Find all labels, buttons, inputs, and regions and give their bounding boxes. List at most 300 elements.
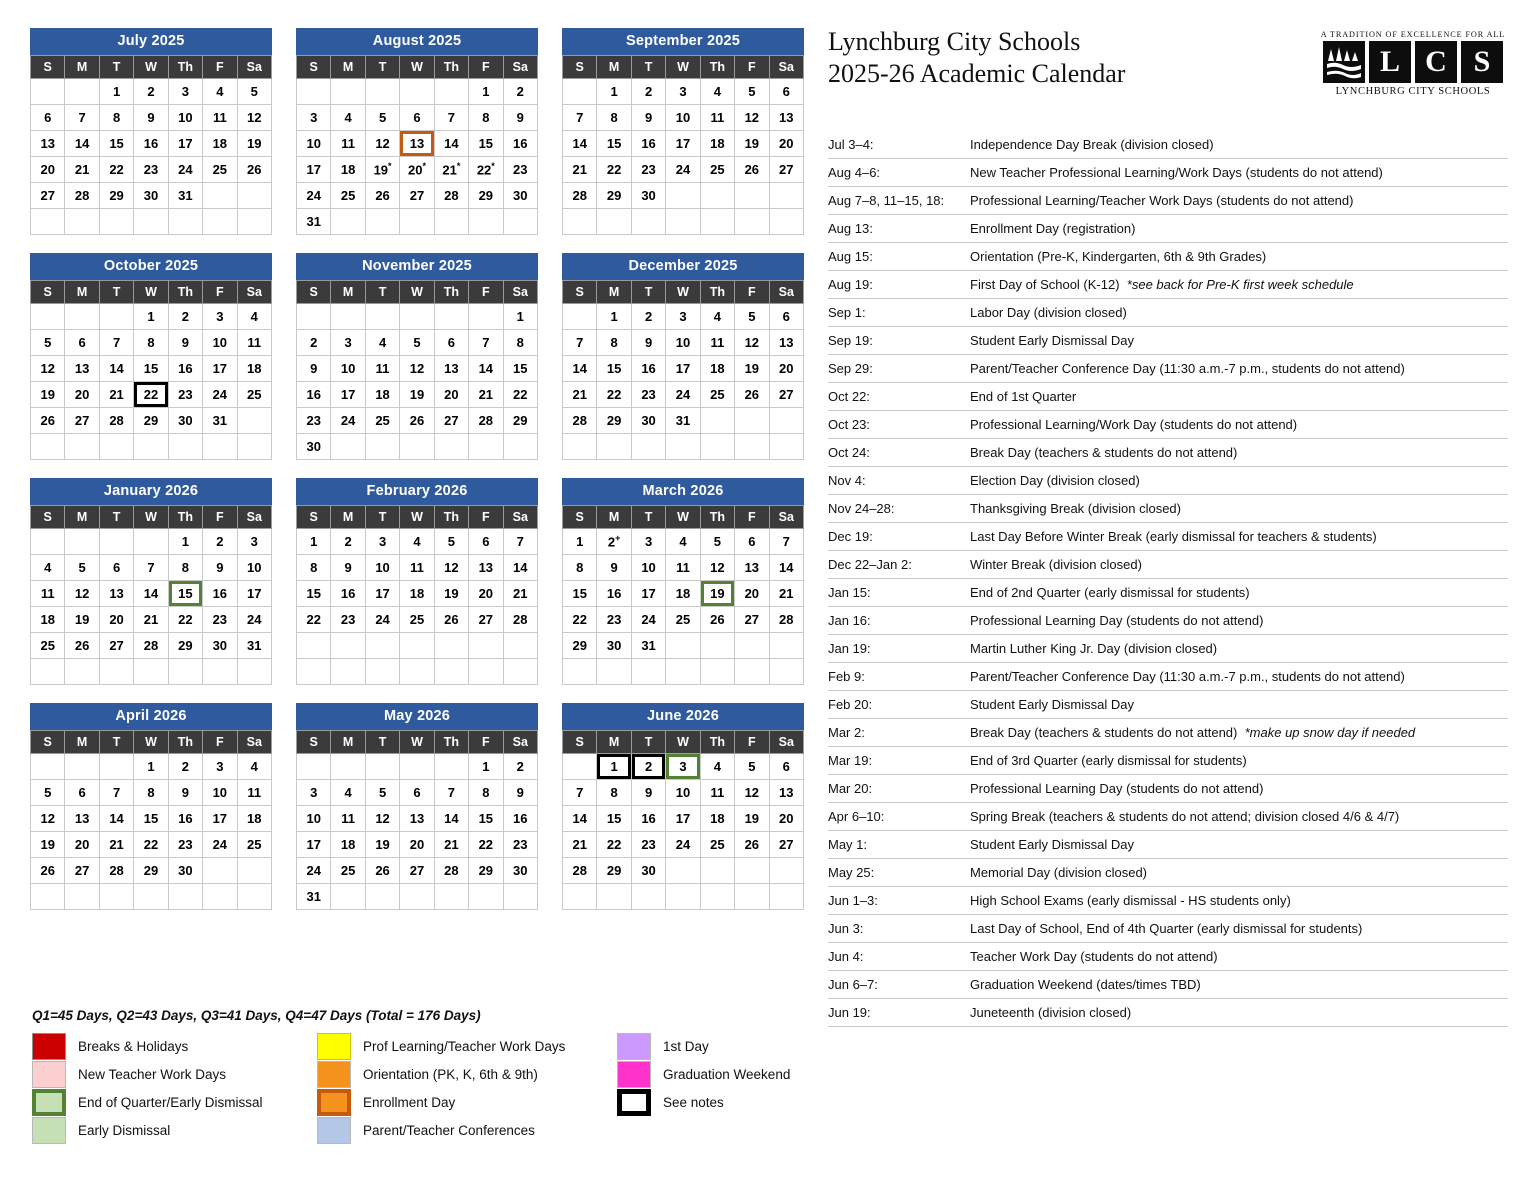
day-cell[interactable]: 15 — [563, 581, 597, 607]
day-cell[interactable]: 18 — [700, 356, 734, 382]
day-cell[interactable]: 30 — [503, 183, 537, 209]
day-cell[interactable]: 12 — [700, 555, 734, 581]
day-cell[interactable]: 12 — [735, 780, 769, 806]
day-cell[interactable]: 22 — [168, 607, 202, 633]
day-cell[interactable]: 7 — [99, 780, 133, 806]
day-cell[interactable]: 21 — [99, 832, 133, 858]
day-cell[interactable]: 23 — [331, 607, 365, 633]
day-cell[interactable]: 4 — [400, 529, 434, 555]
day-cell[interactable]: 13 — [769, 330, 803, 356]
day-cell[interactable] — [469, 157, 503, 183]
day-cell[interactable]: 22 — [99, 157, 133, 183]
day-cell[interactable]: 10 — [297, 806, 331, 832]
day-cell[interactable]: 23 — [503, 832, 537, 858]
day-cell[interactable]: 4 — [700, 304, 734, 330]
day-cell[interactable]: 23 — [503, 157, 537, 183]
day-cell[interactable]: 3 — [203, 754, 237, 780]
day-cell[interactable]: 11 — [666, 555, 700, 581]
day-cell[interactable]: 16 — [631, 131, 665, 157]
day-cell[interactable]: 6 — [769, 79, 803, 105]
day-cell[interactable]: 11 — [700, 105, 734, 131]
day-cell[interactable]: 15 — [297, 581, 331, 607]
day-cell[interactable]: 31 — [297, 209, 331, 235]
day-cell[interactable]: 15 — [469, 131, 503, 157]
day-cell[interactable]: 5 — [735, 304, 769, 330]
day-cell[interactable]: 26 — [31, 858, 65, 884]
day-cell[interactable]: 13 — [65, 356, 99, 382]
day-cell[interactable]: 17 — [666, 806, 700, 832]
day-cell[interactable]: 6 — [99, 555, 133, 581]
day-cell[interactable]: 24 — [237, 607, 271, 633]
day-cell[interactable]: 18 — [666, 581, 700, 607]
day-cell[interactable]: 3 — [237, 529, 271, 555]
day-cell[interactable]: 26 — [434, 607, 468, 633]
day-cell[interactable]: 4 — [700, 754, 734, 780]
day-cell[interactable]: 16 — [168, 356, 202, 382]
day-cell[interactable]: 30 — [134, 183, 168, 209]
day-cell[interactable]: 1 — [597, 304, 631, 330]
day-cell[interactable]: 30 — [631, 408, 665, 434]
day-cell[interactable]: 23 — [168, 382, 202, 408]
day-cell[interactable]: 28 — [563, 408, 597, 434]
day-cell[interactable]: 15 — [597, 131, 631, 157]
day-cell[interactable]: 5 — [31, 780, 65, 806]
day-cell[interactable]: 29 — [597, 408, 631, 434]
day-cell[interactable]: 29 — [168, 633, 202, 659]
day-cell[interactable]: 27 — [434, 408, 468, 434]
day-cell[interactable]: 8 — [99, 105, 133, 131]
day-cell[interactable]: 18 — [237, 356, 271, 382]
day-cell[interactable]: 3 — [297, 105, 331, 131]
day-cell[interactable]: 9 — [168, 780, 202, 806]
day-cell[interactable]: 11 — [31, 581, 65, 607]
day-cell[interactable]: 22 — [469, 832, 503, 858]
day-cell[interactable]: 17 — [237, 581, 271, 607]
day-cell[interactable]: 9 — [203, 555, 237, 581]
day-cell[interactable]: 31 — [168, 183, 202, 209]
day-cell[interactable]: 17 — [203, 806, 237, 832]
day-cell[interactable]: 17 — [365, 581, 399, 607]
day-cell[interactable]: 15 — [597, 806, 631, 832]
day-cell[interactable]: 10 — [331, 356, 365, 382]
day-cell[interactable]: 20 — [769, 356, 803, 382]
day-cell[interactable]: 7 — [65, 105, 99, 131]
day-cell[interactable]: 25 — [237, 382, 271, 408]
day-cell[interactable]: 1 — [597, 79, 631, 105]
day-cell[interactable]: 20 — [769, 806, 803, 832]
day-cell[interactable]: 7 — [563, 780, 597, 806]
day-cell[interactable]: 20 — [735, 581, 769, 607]
day-cell[interactable]: 12 — [434, 555, 468, 581]
day-cell[interactable]: 30 — [503, 858, 537, 884]
day-cell[interactable] — [365, 157, 399, 183]
day-cell[interactable]: 7 — [503, 529, 537, 555]
day-cell[interactable]: 20 — [434, 382, 468, 408]
day-cell[interactable]: 17 — [331, 382, 365, 408]
day-cell[interactable]: 8 — [563, 555, 597, 581]
day-cell[interactable]: 6 — [31, 105, 65, 131]
day-cell[interactable]: 19 — [735, 356, 769, 382]
day-cell[interactable]: 18 — [31, 607, 65, 633]
day-cell[interactable]: 6 — [469, 529, 503, 555]
day-cell[interactable]: 26 — [237, 157, 271, 183]
day-cell[interactable]: 22 — [597, 157, 631, 183]
day-cell[interactable]: 25 — [365, 408, 399, 434]
day-cell[interactable]: 31 — [297, 884, 331, 910]
day-cell[interactable]: 18 — [700, 131, 734, 157]
day-cell[interactable]: 4 — [331, 105, 365, 131]
day-cell[interactable]: 18 — [331, 832, 365, 858]
day-cell[interactable]: 23 — [597, 607, 631, 633]
day-cell[interactable]: 23 — [168, 832, 202, 858]
day-cell[interactable]: 5 — [700, 529, 734, 555]
day-cell[interactable]: 24 — [666, 157, 700, 183]
day-cell[interactable]: 6 — [769, 754, 803, 780]
day-cell[interactable]: 3 — [331, 330, 365, 356]
day-cell[interactable]: 14 — [563, 356, 597, 382]
day-cell[interactable]: 7 — [563, 330, 597, 356]
day-cell[interactable]: 16 — [631, 356, 665, 382]
day-cell[interactable]: 26 — [700, 607, 734, 633]
day-cell[interactable]: 28 — [469, 408, 503, 434]
day-cell[interactable]: 31 — [237, 633, 271, 659]
day-cell[interactable]: 28 — [563, 183, 597, 209]
day-cell[interactable]: 10 — [666, 780, 700, 806]
day-cell[interactable]: 10 — [297, 131, 331, 157]
day-cell[interactable]: 7 — [563, 105, 597, 131]
day-cell[interactable]: 1 — [597, 754, 631, 780]
day-cell[interactable]: 18 — [237, 806, 271, 832]
day-cell[interactable]: 25 — [700, 157, 734, 183]
day-cell[interactable]: 30 — [631, 183, 665, 209]
day-cell[interactable]: 9 — [631, 330, 665, 356]
day-cell[interactable]: 11 — [237, 780, 271, 806]
day-cell[interactable]: 11 — [331, 131, 365, 157]
day-cell[interactable]: 15 — [503, 356, 537, 382]
day-cell[interactable]: 28 — [769, 607, 803, 633]
day-cell[interactable]: 4 — [365, 330, 399, 356]
day-cell[interactable]: 25 — [203, 157, 237, 183]
day-cell[interactable]: 10 — [203, 330, 237, 356]
day-cell[interactable]: 14 — [99, 356, 133, 382]
day-cell[interactable]: 8 — [597, 105, 631, 131]
day-cell[interactable]: 29 — [134, 858, 168, 884]
day-cell[interactable]: 10 — [237, 555, 271, 581]
day-cell[interactable]: 30 — [297, 434, 331, 460]
day-cell[interactable]: 5 — [400, 330, 434, 356]
day-cell[interactable]: 27 — [65, 858, 99, 884]
day-cell[interactable]: 22 — [503, 382, 537, 408]
day-cell[interactable]: 25 — [31, 633, 65, 659]
day-cell[interactable]: 29 — [597, 183, 631, 209]
day-cell[interactable]: 19 — [237, 131, 271, 157]
day-cell[interactable]: 7 — [134, 555, 168, 581]
day-cell[interactable]: 9 — [503, 780, 537, 806]
day-cell[interactable]: 5 — [65, 555, 99, 581]
day-cell[interactable]: 15 — [597, 356, 631, 382]
day-cell[interactable]: 12 — [400, 356, 434, 382]
day-cell[interactable]: 20 — [769, 131, 803, 157]
day-cell[interactable]: 12 — [365, 806, 399, 832]
day-cell[interactable]: 6 — [400, 105, 434, 131]
day-cell[interactable]: 22 — [297, 607, 331, 633]
day-cell[interactable]: 1 — [99, 79, 133, 105]
day-cell[interactable]: 8 — [597, 780, 631, 806]
day-cell[interactable]: 12 — [735, 330, 769, 356]
day-cell[interactable]: 21 — [469, 382, 503, 408]
day-cell[interactable]: 13 — [65, 806, 99, 832]
day-cell[interactable]: 5 — [735, 79, 769, 105]
day-cell[interactable]: 27 — [31, 183, 65, 209]
day-cell[interactable]: 19 — [365, 832, 399, 858]
day-cell[interactable]: 23 — [631, 832, 665, 858]
day-cell[interactable]: 8 — [168, 555, 202, 581]
day-cell[interactable]: 13 — [400, 806, 434, 832]
day-cell[interactable]: 22 — [597, 382, 631, 408]
day-cell[interactable]: 29 — [469, 183, 503, 209]
day-cell[interactable]: 16 — [631, 806, 665, 832]
day-cell[interactable]: 15 — [134, 356, 168, 382]
day-cell[interactable]: 26 — [365, 183, 399, 209]
day-cell[interactable]: 28 — [434, 183, 468, 209]
day-cell[interactable]: 17 — [666, 356, 700, 382]
day-cell[interactable]: 26 — [365, 858, 399, 884]
day-cell[interactable]: 11 — [237, 330, 271, 356]
day-cell[interactable]: 27 — [65, 408, 99, 434]
day-cell[interactable]: 24 — [365, 607, 399, 633]
day-cell[interactable]: 21 — [769, 581, 803, 607]
day-cell[interactable]: 1 — [168, 529, 202, 555]
day-cell[interactable]: 28 — [134, 633, 168, 659]
day-cell[interactable]: 19 — [735, 131, 769, 157]
day-cell[interactable]: 6 — [65, 780, 99, 806]
day-cell[interactable]: 30 — [168, 408, 202, 434]
day-cell[interactable]: 17 — [666, 131, 700, 157]
day-cell[interactable]: 13 — [735, 555, 769, 581]
day-cell[interactable]: 14 — [134, 581, 168, 607]
day-cell[interactable]: 29 — [563, 633, 597, 659]
day-cell[interactable]: 6 — [65, 330, 99, 356]
day-cell[interactable]: 21 — [134, 607, 168, 633]
day-cell[interactable]: 21 — [65, 157, 99, 183]
day-cell[interactable]: 2 — [134, 79, 168, 105]
day-cell[interactable]: 13 — [99, 581, 133, 607]
day-cell[interactable]: 14 — [434, 806, 468, 832]
day-cell[interactable]: 25 — [700, 832, 734, 858]
day-cell[interactable]: 13 — [434, 356, 468, 382]
day-cell[interactable]: 9 — [331, 555, 365, 581]
day-cell[interactable]: 22 — [134, 832, 168, 858]
day-cell[interactable]: 26 — [31, 408, 65, 434]
day-cell[interactable]: 3 — [297, 780, 331, 806]
day-cell[interactable]: 22 — [134, 382, 168, 408]
day-cell[interactable]: 7 — [769, 529, 803, 555]
day-cell[interactable]: 13 — [31, 131, 65, 157]
day-cell[interactable]: 24 — [203, 382, 237, 408]
day-cell[interactable]: 30 — [631, 858, 665, 884]
day-cell[interactable]: 4 — [331, 780, 365, 806]
day-cell[interactable]: 26 — [65, 633, 99, 659]
day-cell[interactable]: 18 — [331, 157, 365, 183]
day-cell[interactable]: 3 — [168, 79, 202, 105]
day-cell[interactable]: 16 — [597, 581, 631, 607]
day-cell[interactable]: 1 — [134, 754, 168, 780]
day-cell[interactable]: 2 — [631, 754, 665, 780]
day-cell[interactable]: 13 — [769, 780, 803, 806]
day-cell[interactable]: 29 — [469, 858, 503, 884]
day-cell[interactable]: 11 — [203, 105, 237, 131]
day-cell[interactable]: 11 — [400, 555, 434, 581]
day-cell[interactable]: 2 — [503, 754, 537, 780]
day-cell[interactable]: 16 — [503, 806, 537, 832]
day-cell[interactable]: 25 — [331, 858, 365, 884]
day-cell[interactable]: 11 — [365, 356, 399, 382]
day-cell[interactable]: 27 — [400, 183, 434, 209]
day-cell[interactable]: 1 — [503, 304, 537, 330]
day-cell[interactable]: 24 — [631, 607, 665, 633]
day-cell[interactable]: 4 — [237, 754, 271, 780]
day-cell[interactable]: 28 — [65, 183, 99, 209]
day-cell[interactable]: 12 — [31, 356, 65, 382]
day-cell[interactable]: 18 — [700, 806, 734, 832]
day-cell[interactable]: 29 — [99, 183, 133, 209]
day-cell[interactable]: 8 — [469, 105, 503, 131]
day-cell[interactable]: 15 — [168, 581, 202, 607]
day-cell[interactable]: 31 — [666, 408, 700, 434]
day-cell[interactable]: 20 — [99, 607, 133, 633]
day-cell[interactable]: 1 — [134, 304, 168, 330]
day-cell[interactable]: 16 — [331, 581, 365, 607]
day-cell[interactable]: 14 — [65, 131, 99, 157]
day-cell[interactable]: 2 — [297, 330, 331, 356]
day-cell[interactable]: 18 — [203, 131, 237, 157]
day-cell[interactable]: 4 — [237, 304, 271, 330]
day-cell[interactable]: 28 — [434, 858, 468, 884]
day-cell[interactable]: 17 — [168, 131, 202, 157]
day-cell[interactable]: 14 — [563, 131, 597, 157]
day-cell[interactable]: 3 — [666, 79, 700, 105]
day-cell[interactable]: 1 — [469, 754, 503, 780]
day-cell[interactable]: 18 — [400, 581, 434, 607]
day-cell[interactable]: 30 — [168, 858, 202, 884]
day-cell[interactable]: 4 — [31, 555, 65, 581]
day-cell[interactable]: 3 — [666, 754, 700, 780]
day-cell[interactable]: 10 — [365, 555, 399, 581]
day-cell[interactable]: 25 — [700, 382, 734, 408]
day-cell[interactable]: 28 — [563, 858, 597, 884]
day-cell[interactable] — [400, 157, 434, 183]
day-cell[interactable]: 20 — [31, 157, 65, 183]
day-cell[interactable]: 10 — [666, 105, 700, 131]
day-cell[interactable]: 10 — [203, 780, 237, 806]
day-cell[interactable]: 21 — [563, 832, 597, 858]
day-cell[interactable]: 2 — [503, 79, 537, 105]
day-cell[interactable]: 27 — [769, 832, 803, 858]
day-cell[interactable]: 9 — [134, 105, 168, 131]
day-cell[interactable]: 4 — [700, 79, 734, 105]
day-cell[interactable]: 14 — [434, 131, 468, 157]
day-cell[interactable]: 12 — [65, 581, 99, 607]
day-cell[interactable]: 19 — [31, 382, 65, 408]
day-cell[interactable]: 25 — [331, 183, 365, 209]
day-cell[interactable]: 27 — [99, 633, 133, 659]
day-cell[interactable]: 28 — [503, 607, 537, 633]
day-cell[interactable]: 1 — [469, 79, 503, 105]
day-cell[interactable]: 14 — [563, 806, 597, 832]
day-cell[interactable]: 17 — [297, 157, 331, 183]
day-cell[interactable]: 25 — [400, 607, 434, 633]
day-cell[interactable]: 3 — [203, 304, 237, 330]
day-cell[interactable]: 21 — [434, 832, 468, 858]
day-cell[interactable]: 11 — [331, 806, 365, 832]
day-cell[interactable]: 24 — [666, 832, 700, 858]
day-cell[interactable]: 17 — [297, 832, 331, 858]
day-cell[interactable]: 6 — [769, 304, 803, 330]
day-cell[interactable]: 23 — [631, 157, 665, 183]
day-cell[interactable]: 5 — [365, 105, 399, 131]
day-cell[interactable] — [597, 529, 631, 555]
day-cell[interactable]: 4 — [203, 79, 237, 105]
day-cell[interactable]: 9 — [631, 105, 665, 131]
day-cell[interactable]: 19 — [735, 806, 769, 832]
day-cell[interactable]: 12 — [237, 105, 271, 131]
day-cell[interactable]: 21 — [503, 581, 537, 607]
day-cell[interactable]: 8 — [134, 330, 168, 356]
day-cell[interactable]: 5 — [434, 529, 468, 555]
day-cell[interactable]: 22 — [597, 832, 631, 858]
day-cell[interactable]: 27 — [769, 382, 803, 408]
day-cell[interactable]: 21 — [563, 382, 597, 408]
day-cell[interactable]: 5 — [31, 330, 65, 356]
day-cell[interactable]: 27 — [469, 607, 503, 633]
day-cell[interactable]: 24 — [297, 858, 331, 884]
day-cell[interactable]: 17 — [631, 581, 665, 607]
day-cell[interactable]: 22 — [563, 607, 597, 633]
day-cell[interactable]: 9 — [631, 780, 665, 806]
day-cell[interactable]: 23 — [631, 382, 665, 408]
day-cell[interactable]: 23 — [134, 157, 168, 183]
day-cell[interactable]: 24 — [331, 408, 365, 434]
day-cell[interactable]: 9 — [597, 555, 631, 581]
day-cell[interactable]: 8 — [597, 330, 631, 356]
day-cell[interactable]: 23 — [203, 607, 237, 633]
day-cell[interactable]: 3 — [365, 529, 399, 555]
day-cell[interactable]: 7 — [434, 780, 468, 806]
day-cell[interactable]: 8 — [469, 780, 503, 806]
day-cell[interactable]: 16 — [503, 131, 537, 157]
day-cell[interactable]: 14 — [469, 356, 503, 382]
day-cell[interactable]: 13 — [400, 131, 434, 157]
day-cell[interactable]: 6 — [735, 529, 769, 555]
day-cell[interactable]: 23 — [297, 408, 331, 434]
day-cell[interactable]: 31 — [631, 633, 665, 659]
day-cell[interactable]: 14 — [769, 555, 803, 581]
day-cell[interactable]: 27 — [400, 858, 434, 884]
day-cell[interactable]: 27 — [769, 157, 803, 183]
day-cell[interactable]: 26 — [735, 382, 769, 408]
day-cell[interactable]: 7 — [99, 330, 133, 356]
day-cell[interactable]: 2 — [168, 754, 202, 780]
day-cell[interactable]: 10 — [631, 555, 665, 581]
day-cell[interactable]: 12 — [735, 105, 769, 131]
day-cell[interactable]: 2 — [168, 304, 202, 330]
day-cell[interactable]: 25 — [237, 832, 271, 858]
day-cell[interactable]: 15 — [134, 806, 168, 832]
day-cell[interactable]: 29 — [134, 408, 168, 434]
day-cell[interactable]: 16 — [168, 806, 202, 832]
day-cell[interactable]: 16 — [203, 581, 237, 607]
day-cell[interactable]: 16 — [134, 131, 168, 157]
